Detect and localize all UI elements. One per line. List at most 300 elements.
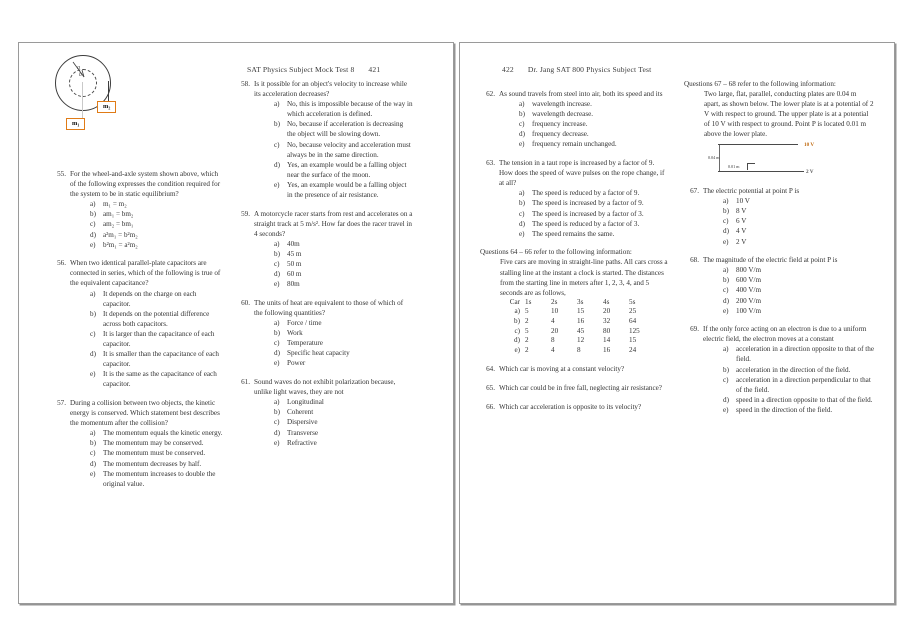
question-text: If the only force acting on an electron is due to a uniform electric field, the electron moves at a constant	[703, 325, 867, 344]
choice-item[interactable]	[519, 129, 668, 139]
choice-label: d)	[519, 130, 525, 139]
question-number: 64.	[486, 364, 495, 373]
choice-item[interactable]	[723, 405, 874, 415]
choice-item[interactable]	[519, 198, 668, 208]
choice-label: d)	[519, 219, 525, 228]
choice-text: The speed is increased by a factor of 9.	[532, 199, 644, 208]
choice-text: am₂ = bm₁	[103, 220, 134, 229]
table-header-cell: 5s	[629, 297, 636, 306]
table-cell: 8	[577, 345, 581, 354]
table-cell: 2	[525, 316, 529, 325]
choice-item[interactable]	[723, 375, 874, 395]
choice-text: acceleration in the direction of the field.	[736, 365, 851, 374]
radius-arrows-icon	[71, 61, 93, 83]
choice-item[interactable]	[723, 226, 874, 236]
question-number: 58.	[241, 80, 250, 88]
question-text: Which car is moving at a constant velocity?	[499, 364, 625, 373]
question-block	[51, 258, 223, 389]
choice-item[interactable]	[723, 296, 874, 306]
table-row	[500, 336, 655, 346]
lower-plate-voltage-label: 2 V	[806, 168, 814, 175]
choice-text: 400 V/m	[736, 286, 762, 295]
question-number: 66.	[486, 403, 495, 412]
choice-label: c)	[723, 375, 729, 384]
choice-label: b)	[723, 207, 729, 216]
choice-item[interactable]	[519, 188, 668, 198]
choice-text: frequency remain unchanged.	[532, 140, 617, 149]
choice-text: 800 V/m	[736, 266, 762, 275]
choice-list	[274, 318, 413, 368]
choice-item[interactable]	[274, 119, 413, 139]
choice-text: It is the same as the capacitance of each capacitor.	[103, 370, 217, 389]
choice-text: It is larger than the capacitance of each capacitor.	[103, 329, 215, 348]
table-cell: 4	[551, 345, 555, 354]
choice-text: The speed is increased by a factor of 3.	[532, 209, 644, 218]
question-number: 67.	[690, 187, 699, 196]
choice-list	[274, 239, 413, 289]
choice-text: 80m	[287, 280, 300, 289]
table-row	[500, 307, 655, 317]
choice-text: 2 V	[736, 237, 747, 246]
choice-text: a²m₁ = b²m₂	[103, 230, 138, 239]
choice-text: Coherent	[287, 408, 314, 417]
plates-passage-heading: Questions 67 – 68 refer to the following information:	[684, 80, 836, 88]
choice-item[interactable]	[90, 230, 223, 240]
question-text: Which car could be in free fall, neglecting air resistance?	[499, 383, 662, 392]
question-number: 62.	[486, 90, 495, 98]
question-block	[235, 209, 413, 290]
choice-label: e)	[274, 280, 280, 289]
question-block	[480, 158, 668, 239]
choice-item[interactable]	[274, 438, 413, 448]
choice-item[interactable]	[723, 395, 874, 405]
table-cell: 20	[551, 326, 559, 335]
choice-item[interactable]	[723, 237, 874, 247]
choice-item[interactable]	[519, 209, 668, 219]
page-number-right: 422	[502, 65, 514, 74]
table-row	[500, 317, 655, 327]
table-cell: c)	[514, 326, 520, 335]
choice-item[interactable]	[90, 240, 223, 250]
table-cell: 45	[577, 326, 585, 335]
choice-list	[723, 196, 874, 246]
question-block	[480, 383, 668, 393]
choice-label: b)	[90, 210, 96, 219]
choice-text: frequency increase.	[532, 120, 588, 129]
choice-label: b)	[519, 110, 525, 119]
choice-label: e)	[90, 240, 96, 249]
choice-list	[723, 344, 874, 415]
point-p-distance-label: 0.01 m	[728, 163, 740, 169]
choice-item[interactable]	[723, 285, 874, 295]
choice-item[interactable]	[274, 417, 413, 427]
question-number: 63.	[486, 159, 495, 168]
right-page-column-1	[480, 89, 668, 421]
choice-text: The momentum equals the kinetic energy.	[103, 429, 223, 438]
running-head-right-title: Dr. Jang SAT 800 Physics Subject Test	[527, 65, 652, 74]
choice-text: Yes, an example would be a falling object near the surface of the moon.	[287, 160, 407, 179]
choice-item[interactable]	[274, 279, 413, 289]
table-header-cell: Car	[509, 297, 520, 306]
choice-list	[274, 99, 413, 200]
choice-text: b²m₁ = a²m₂	[103, 240, 138, 249]
choice-label: e)	[274, 359, 280, 368]
page-right-content	[460, 43, 894, 603]
page-right	[459, 42, 895, 604]
choice-item[interactable]	[90, 209, 223, 219]
choice-text: Specific heat capacity	[287, 349, 350, 358]
question-block	[480, 364, 668, 374]
question-number: 60.	[241, 298, 250, 307]
table-cell: a)	[514, 307, 520, 316]
choice-text: acceleration in a direction opposite to that of the field.	[736, 345, 875, 364]
choice-text: Power	[287, 359, 306, 368]
question-block	[51, 398, 223, 489]
choice-label: b)	[723, 365, 729, 374]
choice-text: The momentum increases to double the original value.	[103, 469, 216, 488]
table-cell: 10	[551, 307, 559, 316]
choice-item[interactable]	[90, 309, 223, 329]
choice-text: The momentum must be conserved.	[103, 449, 206, 458]
choice-label: c)	[519, 120, 525, 129]
choice-text: The speed is reduced by a factor of 3.	[532, 219, 640, 228]
choice-label: b)	[274, 329, 280, 338]
choice-label: d)	[90, 230, 96, 239]
table-row	[500, 327, 655, 337]
cars-passage-heading: Questions 64 – 66 refer to the following information:	[480, 248, 632, 257]
choice-item[interactable]	[90, 199, 223, 209]
choice-label: d)	[90, 459, 96, 468]
choice-item[interactable]	[723, 344, 874, 364]
table-cell: b)	[514, 316, 520, 325]
choice-label: c)	[723, 217, 729, 226]
choice-text: wavelength decrease.	[532, 110, 594, 119]
choice-item[interactable]	[519, 99, 668, 109]
choice-label: e)	[723, 306, 729, 315]
choice-label: b)	[519, 199, 525, 208]
table-cell: 5	[525, 326, 529, 335]
table-cell: 5	[525, 307, 529, 316]
choice-item[interactable]	[723, 196, 874, 206]
choice-label: d)	[274, 160, 280, 169]
table-cell: 24	[629, 345, 637, 354]
choice-label: b)	[274, 408, 280, 417]
choice-text: 4 V	[736, 227, 747, 236]
choice-text: The speed remains the same.	[532, 229, 615, 238]
table-cell: 20	[603, 307, 611, 316]
table-cell: 80	[603, 326, 611, 335]
cars-passage	[480, 247, 668, 355]
table-cell: 15	[577, 307, 585, 316]
question-text: Which car acceleration is opposite to its velocity?	[499, 403, 642, 412]
plate-gap-label: 0.04 m	[708, 154, 720, 160]
table-cell: 16	[603, 345, 611, 354]
choice-text: It depends on the potential difference across both capacitors.	[103, 309, 210, 328]
question-text: Sound waves do not exhibit polarization because, unlike light waves, they are not	[254, 378, 396, 397]
choice-item[interactable]	[274, 407, 413, 417]
choice-text: frequency decrease.	[532, 130, 589, 139]
question-text: When two identical parallel-plate capacitors are connected in series, which of the following is true of the equivalent capacitance?	[70, 259, 221, 288]
choice-item[interactable]	[519, 109, 668, 119]
question-text: The units of heat are equivalent to those of which of the following quantities?	[254, 298, 404, 317]
question-block	[51, 169, 223, 250]
choice-item[interactable]	[274, 239, 413, 249]
choice-label: d)	[274, 270, 280, 279]
choice-text: Force / time	[287, 319, 322, 328]
question-text: For the wheel-and-axle system shown above, which of the following expresses the condition required for the system to be in static equilibrium?	[70, 170, 221, 199]
choice-label: a)	[90, 200, 96, 209]
choice-item[interactable]	[90, 459, 223, 469]
choice-item[interactable]	[274, 269, 413, 279]
question-text: As sound travels from steel into air, both its speed and its	[499, 90, 663, 98]
choice-label: a)	[274, 319, 280, 328]
choice-item[interactable]	[90, 428, 223, 438]
question-block	[684, 255, 874, 316]
choice-item[interactable]	[90, 219, 223, 229]
question-text: Is it possible for an object's velocity to increase while its acceleration decreases?	[254, 80, 407, 99]
choice-label: d)	[90, 350, 96, 359]
choice-item[interactable]	[274, 140, 413, 160]
choice-item[interactable]	[90, 369, 223, 389]
table-cell: e)	[514, 345, 520, 354]
choice-list	[274, 397, 413, 447]
choice-label: d)	[723, 296, 729, 305]
question-number: 55.	[57, 170, 66, 178]
choice-text: am₁ = bm₂	[103, 210, 134, 219]
table-cell: 25	[629, 307, 637, 316]
left-page-column-2	[235, 79, 413, 456]
choice-text: 6 V	[736, 217, 747, 226]
choice-item[interactable]	[90, 469, 223, 489]
choice-text: speed in the direction of the field.	[736, 405, 833, 414]
choice-label: b)	[274, 250, 280, 258]
page-left-content	[19, 43, 453, 603]
left-page-column-1	[51, 169, 223, 497]
choice-label: d)	[274, 349, 280, 358]
svg-text:a: a	[77, 65, 80, 71]
choice-item[interactable]	[274, 358, 413, 368]
choice-text: It depends on the charge on each capacitor.	[103, 289, 197, 308]
figure-label-m2: m₂	[97, 101, 116, 113]
choice-item[interactable]	[519, 139, 668, 149]
choice-item[interactable]	[274, 180, 413, 200]
choice-text: No, because velocity and acceleration must always be in the same direction.	[287, 140, 411, 159]
question-text: A motorcycle racer starts from rest and accelerates on a straight track at 5 m/s². How far does the racer travel in 4 seconds?	[254, 209, 413, 238]
choice-list	[519, 99, 668, 149]
choice-item[interactable]	[723, 206, 874, 216]
choice-text: Yes, an example would be a falling object in the presence of air resistance.	[287, 180, 407, 200]
choice-label: b)	[274, 120, 280, 129]
choice-label: e)	[519, 229, 525, 238]
choice-label: c)	[274, 418, 280, 427]
choice-text: No, this is impossible because of the way in which acceleration is defined.	[287, 100, 413, 119]
choice-label: a)	[723, 345, 729, 354]
table-cell: 16	[577, 316, 585, 325]
choice-text: The speed is reduced by a factor of 9.	[532, 189, 640, 198]
choice-list	[519, 188, 668, 238]
running-head-left	[247, 65, 380, 74]
svg-text:b: b	[79, 72, 82, 78]
choice-text: 10 V	[736, 197, 750, 206]
question-number: 57.	[57, 398, 66, 407]
question-block	[235, 298, 413, 369]
choice-item[interactable]	[90, 289, 223, 309]
table-cell: 32	[603, 316, 611, 325]
choice-text: 200 V/m	[736, 296, 762, 305]
table-cell: 4	[551, 316, 555, 325]
choice-item[interactable]	[723, 365, 874, 375]
choice-label: e)	[519, 140, 525, 149]
choice-label: e)	[274, 438, 280, 447]
choice-item[interactable]	[723, 306, 874, 316]
choice-label: d)	[723, 227, 729, 236]
table-cell: 64	[629, 316, 637, 325]
table-header-cell: 2s	[551, 297, 558, 306]
point-p-marker-icon	[747, 163, 755, 170]
question-text: During a collision between two objects, the kinetic energy is conserved. Which statement best describes the momentum after the collision?	[70, 398, 220, 428]
question-number: 69.	[690, 325, 699, 334]
choice-label: a)	[90, 289, 96, 298]
choice-label: b)	[723, 276, 729, 285]
choice-text: The momentum may be conserved.	[103, 439, 204, 448]
choice-text: It is smaller than the capacitance of each capacitor.	[103, 350, 219, 369]
choice-list	[90, 428, 223, 489]
table-header-cell: 4s	[603, 297, 610, 306]
choice-label: a)	[723, 197, 729, 206]
question-text: The electric potential at point P is	[703, 187, 800, 196]
choice-label: e)	[274, 180, 280, 189]
choice-text: Dispersive	[287, 418, 318, 427]
choice-label: e)	[723, 237, 729, 246]
choice-label: a)	[274, 100, 280, 109]
choice-label: c)	[723, 286, 729, 295]
table-cell: 8	[551, 336, 555, 345]
table-cell: d)	[514, 336, 520, 345]
question-number: 61.	[241, 378, 250, 387]
question-block	[235, 79, 413, 200]
choice-item[interactable]	[90, 438, 223, 448]
upper-plate	[718, 144, 798, 145]
choice-item[interactable]	[274, 160, 413, 180]
running-head-left-title: SAT Physics Subject Mock Test 8	[247, 65, 355, 74]
question-block	[684, 186, 874, 247]
choice-label: c)	[90, 449, 96, 458]
choice-label: e)	[90, 370, 96, 379]
page-left	[18, 42, 454, 604]
choice-text: acceleration in a direction perpendicular to that of the field.	[736, 375, 871, 394]
choice-item[interactable]	[274, 99, 413, 119]
question-text: The tension in a taut rope is increased by a factor of 9. How does the speed of wave pulses on the rope change, if at all?	[499, 159, 665, 188]
question-block	[684, 324, 874, 415]
question-block	[235, 377, 413, 448]
choice-text: wavelength increase.	[532, 100, 592, 109]
table-cell: 2	[525, 345, 529, 354]
question-text: The magnitude of the electric field at point P is	[703, 256, 838, 265]
choice-label: c)	[90, 329, 96, 338]
choice-label: a)	[274, 239, 280, 248]
choice-label: a)	[90, 429, 96, 438]
table-header-row	[500, 298, 655, 308]
choice-text: 60 m	[287, 270, 302, 279]
choice-label: e)	[723, 405, 729, 414]
choice-list	[90, 199, 223, 249]
table-cell: 125	[629, 326, 640, 335]
choice-list	[90, 289, 223, 390]
choice-text: No, because if acceleration is decreasing the object will be slowing down.	[287, 120, 404, 139]
parallel-plates-figure	[706, 140, 841, 178]
table-cell: 12	[577, 336, 585, 345]
question-number: 68.	[690, 256, 699, 265]
choice-text: 50 m	[287, 260, 302, 269]
choice-item[interactable]	[519, 229, 668, 239]
upper-plate-voltage-label: 10 V	[804, 141, 815, 148]
choice-item[interactable]	[519, 119, 668, 129]
choice-text: 600 V/m	[736, 276, 762, 285]
table-row	[500, 346, 655, 356]
choice-item[interactable]	[90, 448, 223, 458]
table-cell: 14	[603, 336, 611, 345]
question-block	[480, 89, 668, 150]
choice-item[interactable]	[274, 318, 413, 328]
table-header-cell: 1s	[525, 297, 532, 306]
choice-label: b)	[90, 439, 96, 448]
choice-label: c)	[274, 339, 280, 348]
choice-text: Transverse	[287, 428, 319, 437]
choice-label: a)	[519, 100, 525, 109]
choice-item[interactable]	[90, 349, 223, 369]
plates-passage-body: Two large, flat, parallel, conducting plates are 0.04 m apart, as shown below. The lower plate is at a potential of 2 V with respect to ground. The upper plate is at a potential of 10 V with respect to ground. Point P is located 0.01 m above the lower plate.	[704, 90, 874, 139]
choice-item[interactable]	[274, 328, 413, 338]
page-number-left: 421	[368, 65, 381, 74]
right-page-column-2	[684, 79, 874, 424]
choice-item[interactable]	[274, 348, 413, 358]
choice-item[interactable]	[723, 265, 874, 275]
choice-item[interactable]	[274, 259, 413, 269]
question-number: 65.	[486, 383, 495, 392]
table-cell: 2	[525, 336, 529, 345]
choice-text: 8 V	[736, 207, 747, 216]
choice-item[interactable]	[519, 219, 668, 229]
choice-item[interactable]	[723, 275, 874, 285]
question-number: 59.	[241, 209, 250, 218]
choice-item[interactable]	[274, 428, 413, 438]
question-number: 56.	[57, 259, 66, 268]
choice-list	[723, 265, 874, 315]
cars-data-table	[500, 298, 655, 356]
choice-text: Refractive	[287, 438, 317, 447]
choice-label: a)	[274, 398, 280, 407]
choice-item[interactable]	[274, 338, 413, 348]
choice-label: c)	[274, 260, 280, 269]
choice-text: 45 m	[287, 250, 302, 258]
choice-text: speed in a direction opposite to that of the field.	[736, 395, 873, 404]
choice-label: a)	[519, 189, 525, 198]
choice-text: Work	[287, 329, 303, 338]
plates-passage	[684, 79, 874, 178]
table-cell: 15	[629, 336, 637, 345]
choice-label: b)	[90, 309, 96, 318]
choice-item[interactable]	[274, 249, 413, 259]
choice-label: c)	[274, 140, 280, 149]
choice-item[interactable]	[90, 329, 223, 349]
choice-text: Temperature	[287, 339, 323, 348]
running-head-right	[502, 65, 651, 74]
cars-passage-body: Five cars are moving in straight-line paths. All cars cross a stalling line at the instant a clock is started. The distances from the starting line in meters after 1, 2, 3, 4, and 5 seconds are as follows,	[500, 258, 668, 297]
choice-item[interactable]	[274, 397, 413, 407]
choice-label: e)	[90, 469, 96, 478]
choice-text: 100 V/m	[736, 306, 762, 315]
choice-item[interactable]	[723, 216, 874, 226]
